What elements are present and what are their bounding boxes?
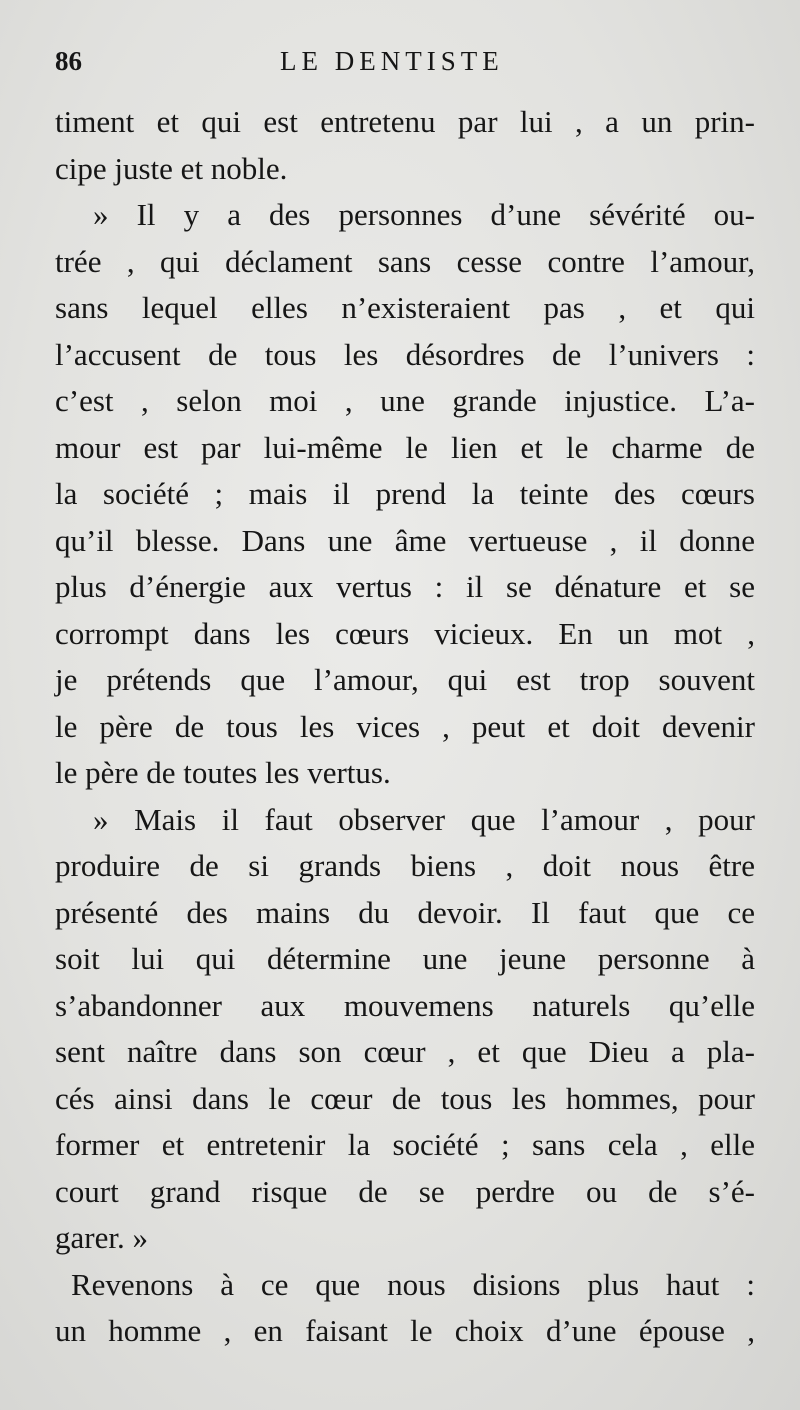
text-line: corrompt dans les cœurs vicieux. En un mot , [55,615,755,651]
text-line: » Il y a des personnes d’une sévérité ou- [93,197,755,232]
text-line: Revenons à ce que nous disions plus haut : [71,1266,755,1302]
text-line: cipe juste et noble. [55,150,288,186]
text-line: le père de tous les vices , peut et doit devenir [55,708,755,744]
text-line: trée , qui déclament sans cesse contre l’amour, [55,243,755,279]
text-line: sans lequel elles n’existeraient pas , et qui [55,290,755,325]
text-line: court grand risque de se perdre ou de s’é- [55,1173,755,1209]
text-line: plus d’énergie aux vertus : il se dénature et se [55,569,755,604]
text-line: l’accusent de tous les désordres de l’univers : [55,336,755,372]
text-line: c’est , selon moi , une grande injustice. L’a- [55,383,755,418]
running-title: LE DENTISTE [280,46,504,76]
text-line: former et entretenir la société ; sans cela , elle [55,1127,755,1162]
text-line: cés ainsi dans le cœur de tous les hommes, pour [55,1080,755,1116]
text-line: je prétends que l’amour, qui est trop souvent [55,662,755,697]
text-body [55,99,755,1355]
text-line: qu’il blesse. Dans une âme vertueuse , il donne [55,522,755,558]
text-line: présenté des mains du devoir. Il faut que ce [55,894,755,930]
text-line: un homme , en faisant le choix d’une épouse , [55,1313,755,1348]
text-line: le père de toutes les vertus. [55,755,391,790]
text-line: timent et qui est entretenu par lui , a un prin- [55,104,755,139]
text-line: » Mais il faut observer que l’amour , pour [93,801,755,837]
page-number: 86 [55,46,82,76]
text-line: garer. » [55,1220,148,1255]
text-line: sent naître dans son cœur , et que Dieu a pla- [55,1034,755,1069]
text-line: s’abandonner aux mouvemens naturels qu’elle [55,987,755,1023]
text-line: produire de si grands biens , doit nous être [55,848,755,883]
text-line: la société ; mais il prend la teinte des cœurs [55,476,755,511]
page-header [55,46,755,86]
text-line: mour est par lui-même le lien et le charme de [55,429,755,465]
text-line: soit lui qui détermine une jeune personne à [55,941,755,976]
